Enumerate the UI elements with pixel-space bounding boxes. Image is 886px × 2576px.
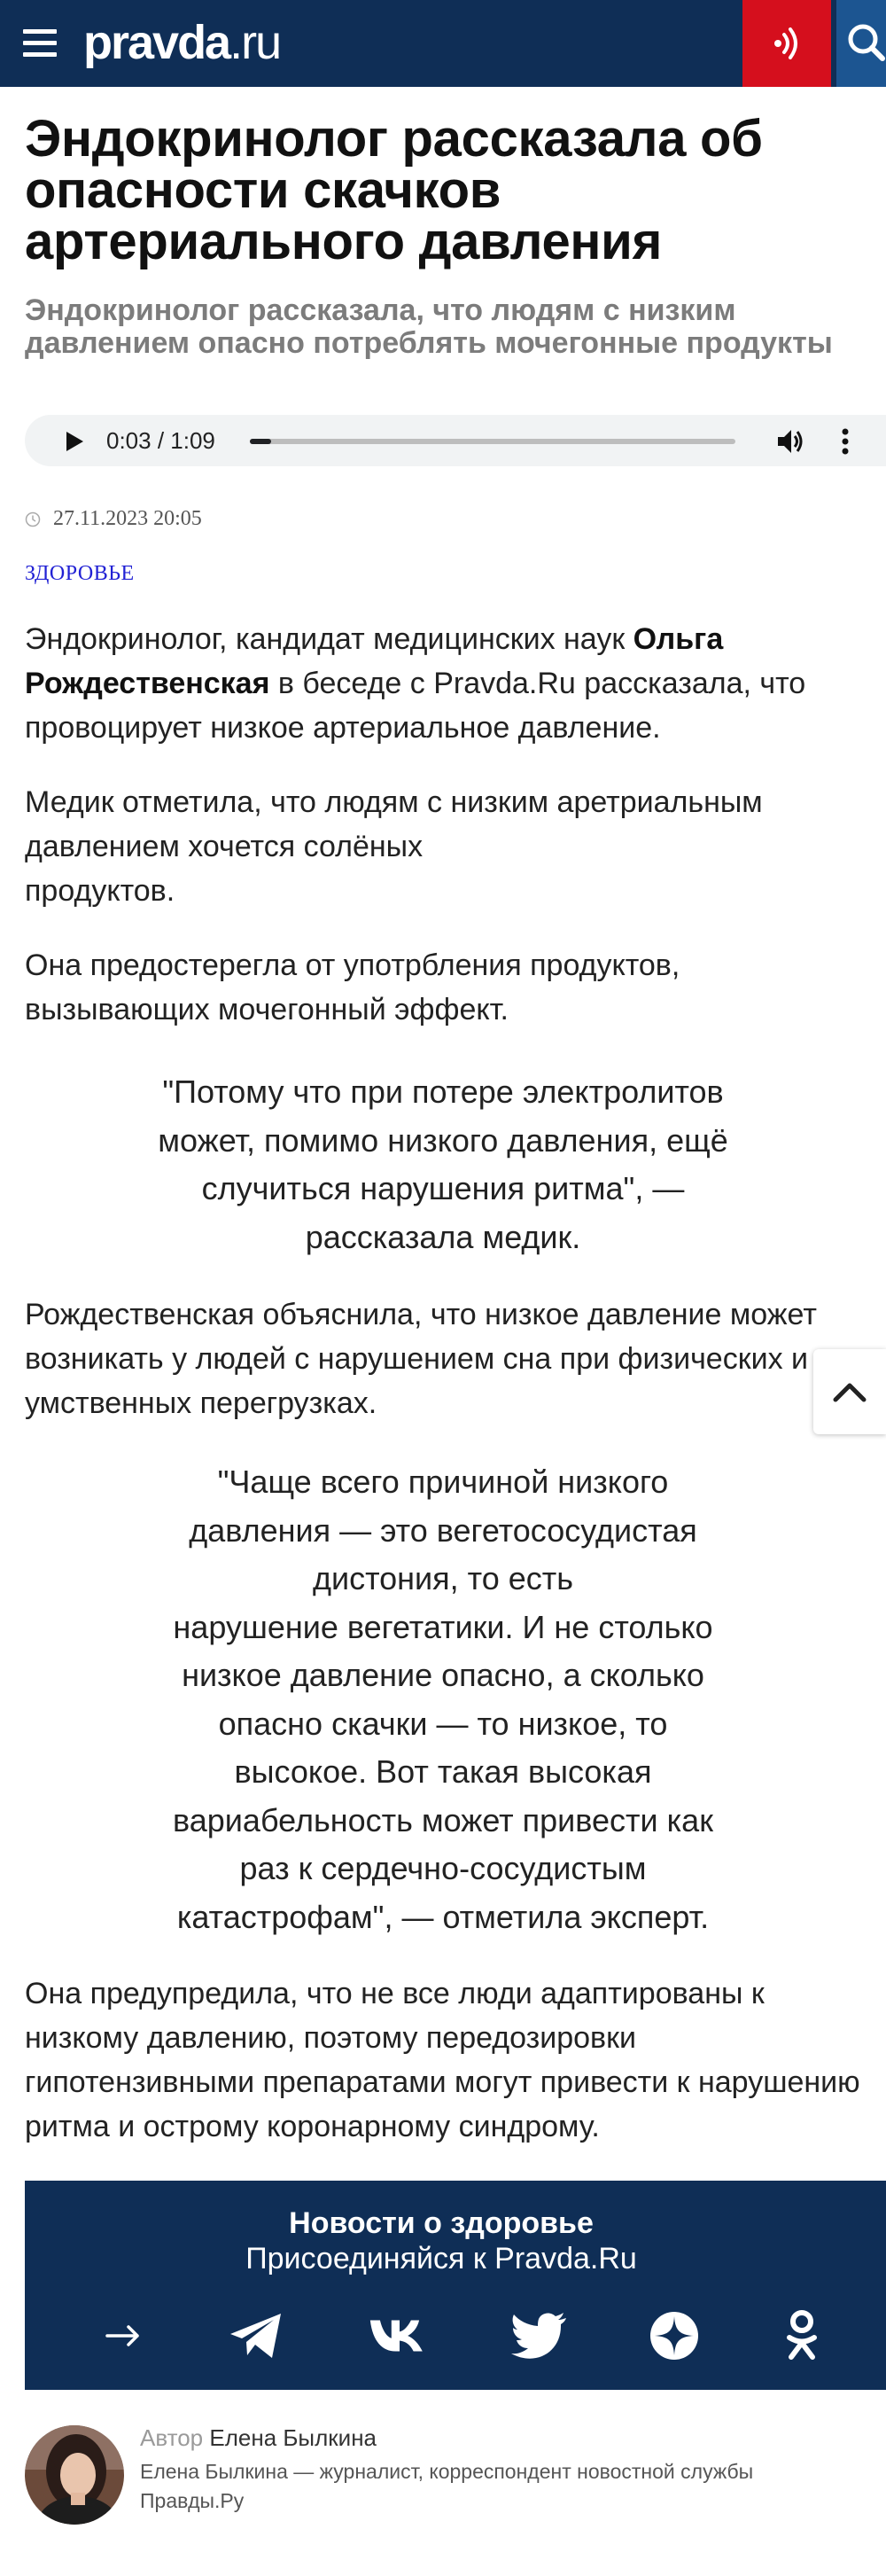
- publish-date-row: [25, 507, 202, 531]
- author-label: Автор: [140, 2424, 204, 2451]
- quote-1: "Потому что при потере электролитов может, помимо низкого давления, ещё случиться нарушения ритма", — рассказала медик.: [158, 1073, 728, 1255]
- odnoklassniki-icon[interactable]: [771, 2305, 833, 2367]
- paragraph-4: Рождественская объяснила, что низкое давление может возникать у людей с нарушением сна при физических и умственных перегрузках.: [25, 1298, 817, 1420]
- category-link[interactable]: ЗДОРОВЬЕ: [25, 562, 135, 585]
- subscribe-banner: [25, 2181, 886, 2390]
- twitter-icon[interactable]: [509, 2305, 571, 2367]
- arrow-right-icon[interactable]: [92, 2305, 154, 2367]
- scroll-to-top-button[interactable]: [813, 1349, 886, 1434]
- expert-name-link[interactable]: Ольга Рождественская: [25, 622, 724, 700]
- clock-icon: [25, 511, 41, 527]
- quote-2-a: "Чаще всего причиной низкого давления — это вегетососудистая дистония, то есть: [189, 1464, 697, 1596]
- paragraph-5: Она предупредила, что не все люди адаптированы к низкому давлению, поэтому передозировки гипотензивными препаратами могут привести к нарушению ритма и острому коронарному синдрому.: [25, 1977, 860, 2143]
- quote-2-b: нарушение вегетатики. И не столько низкое давление опасно, а сколько опасно скачки — то низкое, то высокое. Вот такая высокая вариабельность может привести как раз к сердечно-сосудистым катастрофам", — отметила эксперт.: [173, 1608, 713, 1935]
- audio-time: 0:03 / 1:09: [106, 427, 215, 454]
- volume-icon[interactable]: [776, 427, 806, 456]
- search-icon: [836, 0, 886, 87]
- paragraph-1: [25, 617, 861, 750]
- radio-button[interactable]: [742, 0, 831, 87]
- more-options-icon[interactable]: [840, 427, 851, 456]
- paragraph-1-b: в беседе с Pravda.Ru рассказала, что провоцирует низкое артериальное давление.: [25, 667, 806, 745]
- site-logo[interactable]: [83, 14, 280, 71]
- paragraph-1-a: Эндокринолог, кандидат медицинских наук: [25, 622, 633, 656]
- author-description: Елена Былкина — журналист, корреспондент новостной службы Правды.Ру: [140, 2460, 754, 2512]
- zen-icon[interactable]: [643, 2305, 705, 2367]
- paragraph-2: [25, 780, 861, 913]
- author-name[interactable]: Елена Былкина: [209, 2424, 377, 2451]
- subscribe-subtitle: Присоединяйся к Pravda.Ru: [245, 2242, 637, 2275]
- search-button[interactable]: [836, 0, 886, 87]
- subscribe-title: Новости о здоровье: [289, 2206, 594, 2240]
- radio-icon: [769, 24, 804, 63]
- publish-date: 27.11.2023 20:05: [53, 507, 202, 530]
- play-icon[interactable]: [64, 430, 85, 453]
- article-subtitle: Эндокринолог рассказала, что людям с низким давлением опасно потреблять мочегонные продукты: [25, 293, 833, 360]
- logo-main: pravda: [83, 16, 230, 69]
- paragraph-2-a: Медик отметила, что людям с низким аретриальным давлением хочется солёных: [25, 785, 763, 863]
- logo-tld: .ru: [229, 16, 281, 69]
- vk-icon[interactable]: [369, 2305, 431, 2367]
- paragraph-2-b: продуктов.: [25, 874, 175, 908]
- quote-2: [159, 1458, 727, 1941]
- menu-icon[interactable]: [23, 29, 57, 58]
- paragraph-3: Она предостерегла от употрбления продуктов, вызывающих мочегонный эффект.: [25, 948, 680, 1026]
- chevron-up-icon: [832, 1380, 867, 1403]
- audio-player: [25, 415, 886, 466]
- top-bar: [0, 0, 886, 87]
- article-title: Эндокринолог рассказала об опасности скачков артериального давления: [25, 110, 763, 270]
- audio-progress[interactable]: [250, 439, 735, 444]
- telegram-icon[interactable]: [225, 2305, 287, 2367]
- author-avatar[interactable]: [25, 2425, 124, 2525]
- social-icons: [25, 2305, 858, 2367]
- audio-progress-fill: [250, 439, 271, 444]
- author-line: [140, 2424, 377, 2452]
